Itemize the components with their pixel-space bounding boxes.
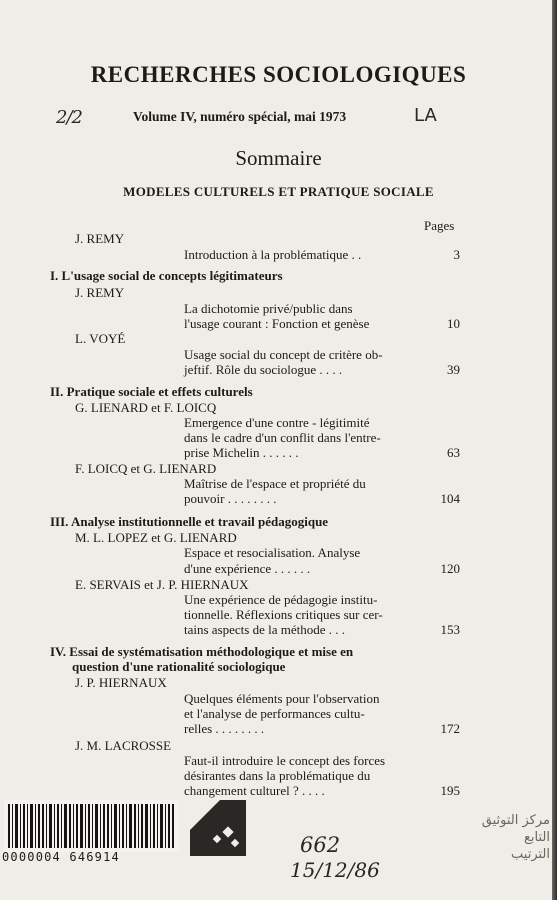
handwritten-date: 15/12/86 [290, 858, 380, 882]
toc-entry-title: relles . . . . . . . . [184, 721, 265, 736]
toc-entry-title: Quelques éléments pour l'observation [184, 691, 380, 706]
toc-entry-title: d'une expérience . . . . . . [184, 561, 311, 576]
journal-title: RECHERCHES SOCIOLOGIQUES [90, 62, 467, 87]
toc-entry-title: prise Michelin . . . . . . [184, 445, 299, 460]
toc-entry-title: et l'analyse de performances cultu- [184, 706, 365, 721]
toc-author: F. LOICQ et G. LIENARD [75, 461, 217, 476]
handwritten-number: 662 [300, 833, 341, 857]
toc-author: J. M. LACROSSE [75, 738, 172, 753]
toc-entry-title: jeftif. Rôle du sociologue . . . . [184, 362, 343, 377]
toc-entry-title: Usage social du concept de critère ob- [184, 347, 383, 362]
toc-author: G. LIENARD et F. LOICQ [75, 400, 217, 415]
arabic-stamp-text: مركز التوثيق التابع الترتيب [481, 813, 550, 862]
toc-page-number: 195 [440, 783, 460, 798]
toc-author: M. L. LOPEZ et G. LIENARD [75, 530, 237, 545]
toc-page-number: 153 [440, 622, 460, 637]
toc-author: J. REMY [75, 231, 125, 246]
toc-section-heading: III. Analyse institutionnelle et travail pédagogique [50, 514, 329, 529]
handwritten-note-left: 2/2 [56, 107, 82, 128]
toc-page-number: 172 [440, 721, 460, 736]
sommaire-title: Sommaire [235, 146, 322, 170]
toc-section-heading: IV. Essai de systématisation méthodologique et mise en [50, 644, 354, 659]
toc-entry-title: La dichotomie privé/public dans [184, 301, 353, 316]
toc-page-number: 3 [453, 247, 460, 262]
toc-page-number: 10 [447, 316, 460, 331]
toc-entry-title: tionnelle. Réflexions critiques sur cer- [184, 607, 383, 622]
toc-author: J. REMY [75, 285, 125, 300]
toc-author: E. SERVAIS et J. P. HIERNAUX [75, 577, 249, 592]
barcode [4, 800, 179, 852]
toc-entry-title: tains aspects de la méthode . . . [184, 622, 346, 637]
toc-section-heading: I. L'usage social de concepts légitimateurs [50, 268, 283, 283]
toc-author: L. VOYÉ [75, 331, 126, 346]
toc-entry-title: dans le cadre d'un conflit dans l'entre- [184, 430, 381, 445]
page-edge-shadow [552, 0, 557, 900]
volume-line: Volume IV, numéro spécial, mai 1973 [133, 109, 347, 124]
toc-section-heading: II. Pratique sociale et effets culturels [50, 384, 253, 399]
toc-entry-title: Emergence d'une contre - légitimité [184, 415, 370, 430]
barcode-number: 0000004 646914 [2, 850, 120, 864]
toc-entry-title: pouvoir . . . . . . . . [184, 491, 277, 506]
handwritten-note-right: LA [414, 105, 437, 126]
toc-entry-title: changement culturel ? . . . . [184, 783, 325, 798]
toc-entry-title: Une expérience de pédagogie institu- [184, 592, 378, 607]
toc-entry-title: Espace et resocialisation. Analyse [184, 545, 361, 560]
toc-entry-title: l'usage courant : Fonction et genèse [184, 316, 370, 331]
toc-section-heading: question d'une rationalité sociologique [72, 659, 286, 674]
toc-author: J. P. HIERNAUX [75, 675, 167, 690]
pages-header: Pages [424, 218, 455, 233]
toc-entry-title: Faut-il introduire le concept des forces [184, 753, 386, 768]
toc-page-number: 120 [440, 561, 460, 576]
subtitle: MODELES CULTURELS ET PRATIQUE SOCIALE [123, 184, 434, 199]
toc-entry-title: Maîtrise de l'espace et propriété du [184, 476, 366, 491]
toc-page-number: 39 [447, 362, 460, 377]
toc-page-number: 104 [440, 491, 460, 506]
toc-page-number: 63 [447, 445, 460, 460]
toc-entry-title: désirantes dans la problématique du [184, 768, 371, 783]
library-stamp-icon [190, 800, 246, 856]
toc-entry-title: Introduction à la problématique . . [184, 247, 362, 262]
